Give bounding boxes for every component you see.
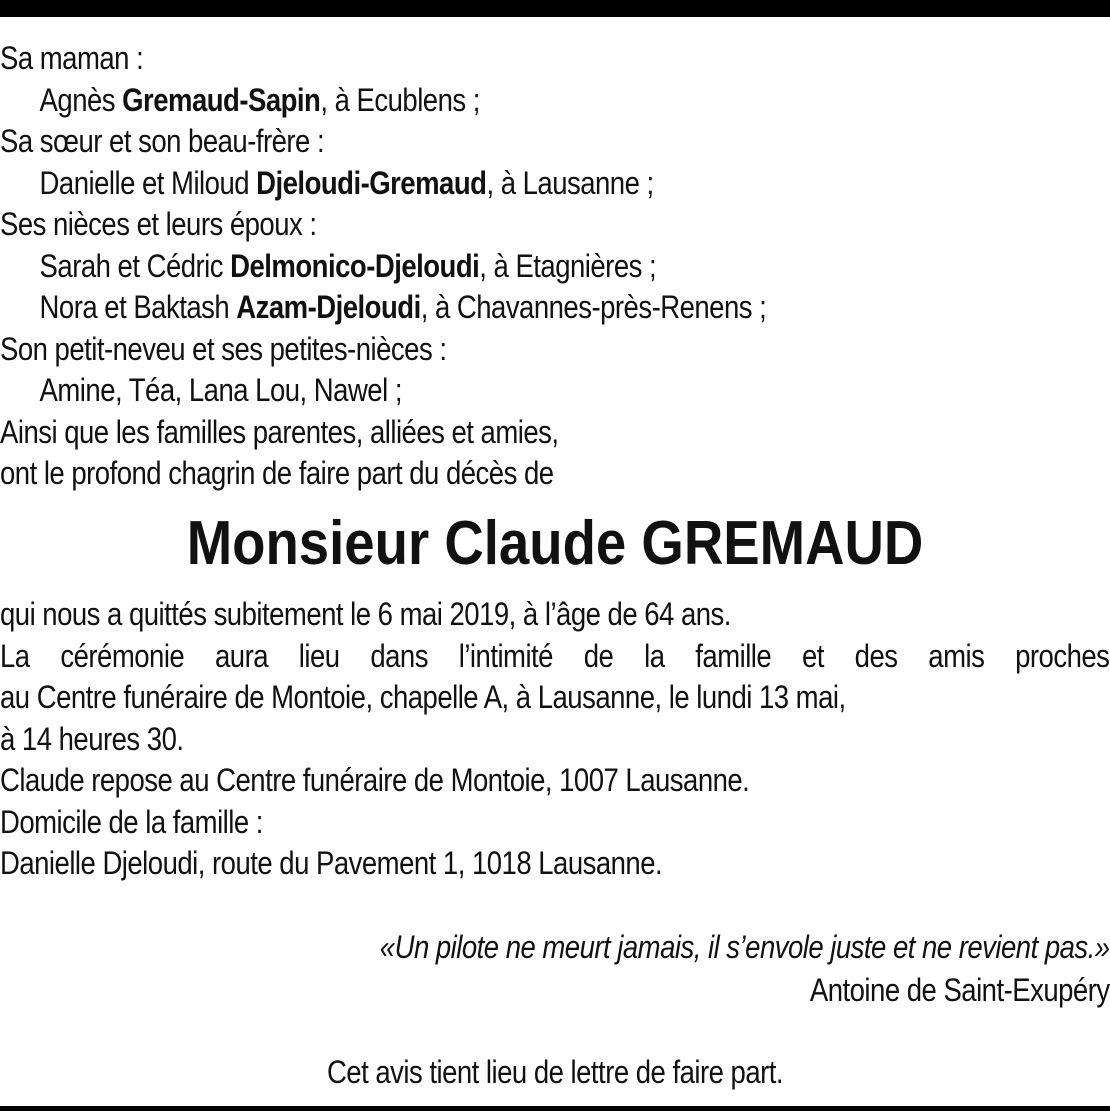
place: , à Lausanne ;: [486, 164, 654, 201]
place: , à Chavannes-près-Renens ;: [420, 289, 767, 325]
deceased-name: Monsieur Claude GREMAUD: [186, 509, 924, 578]
closing-note: Cet avis tient lieu de lettre de faire part.: [326, 1054, 784, 1090]
family-line: [0, 287, 1109, 329]
heading-mother: Sa maman :: [0, 40, 144, 76]
surname: Delmonico-Djeloudi: [230, 247, 480, 284]
family-line: [0, 80, 1109, 122]
heading-relatives: Ainsi que les familles parentes, alliées et amies,: [0, 413, 559, 450]
family-line: [0, 370, 1109, 412]
given-names: Danielle et Miloud: [39, 164, 257, 201]
rests-line: Claude repose au Centre funéraire de Montoie, 1007 Lausanne.: [0, 762, 750, 798]
heading-sister: Sa sœur et son beau-frère :: [0, 123, 325, 159]
place: , à Etagnières ;: [479, 247, 657, 284]
announcement-intro: ont le profond chagrin de faire part du décès de: [0, 455, 554, 491]
passing-line: qui nous a quittés subitement le 6 mai 2019, à l’âge de 64 ans.: [0, 596, 731, 632]
place: , à Ecublens ;: [320, 81, 480, 118]
given-names: Sarah et Cédric: [39, 247, 231, 284]
domicile-label: Domicile de la famille :: [0, 803, 263, 840]
ceremony-line: à 14 heures 30.: [0, 720, 184, 757]
family-line: [0, 38, 1109, 80]
family-line: [0, 163, 1109, 205]
heading-grandnephew: Son petit-neveu et ses petites-nièces :: [0, 330, 447, 367]
quote-text: «Un pilote ne meurt jamais, il s’envole juste et ne revient pas.»: [380, 929, 1110, 965]
family-announcement: [0, 38, 1109, 495]
domicile-address: Danielle Djeloudi, route du Pavement 1, 1018 Lausanne.: [0, 845, 663, 881]
given-names: Nora et Baktash: [39, 289, 237, 325]
ceremony-line: au Centre funéraire de Montoie, chapelle A, à Lausanne, le lundi 13 mai,: [0, 679, 846, 715]
family-line: [0, 246, 1109, 288]
family-line: [0, 121, 1109, 163]
family-line: [0, 329, 1109, 371]
surname: Azam-Djeloudi: [236, 289, 421, 325]
children-names: Amine, Téa, Lana Lou, Nawel ;: [39, 372, 402, 408]
bottom-border-rule: [0, 1106, 1110, 1111]
surname: Gremaud-Sapin: [122, 81, 321, 118]
heading-nieces: Ses nièces et leurs époux :: [0, 206, 317, 242]
family-line: [0, 412, 1109, 454]
funeral-details: [0, 592, 1109, 883]
top-border-rule: [0, 0, 1110, 17]
given-names: Agnès: [39, 81, 123, 118]
surname: Djeloudi-Gremaud: [256, 164, 487, 201]
family-line: [0, 453, 1109, 495]
quote-author: Antoine de Saint-Exupéry: [810, 972, 1110, 1008]
ceremony-line: La cérémonie aura lieu dans l’intimité de la famille et des amis proches: [0, 637, 1110, 674]
quote-block: [380, 926, 1110, 1012]
family-line: [0, 204, 1109, 246]
